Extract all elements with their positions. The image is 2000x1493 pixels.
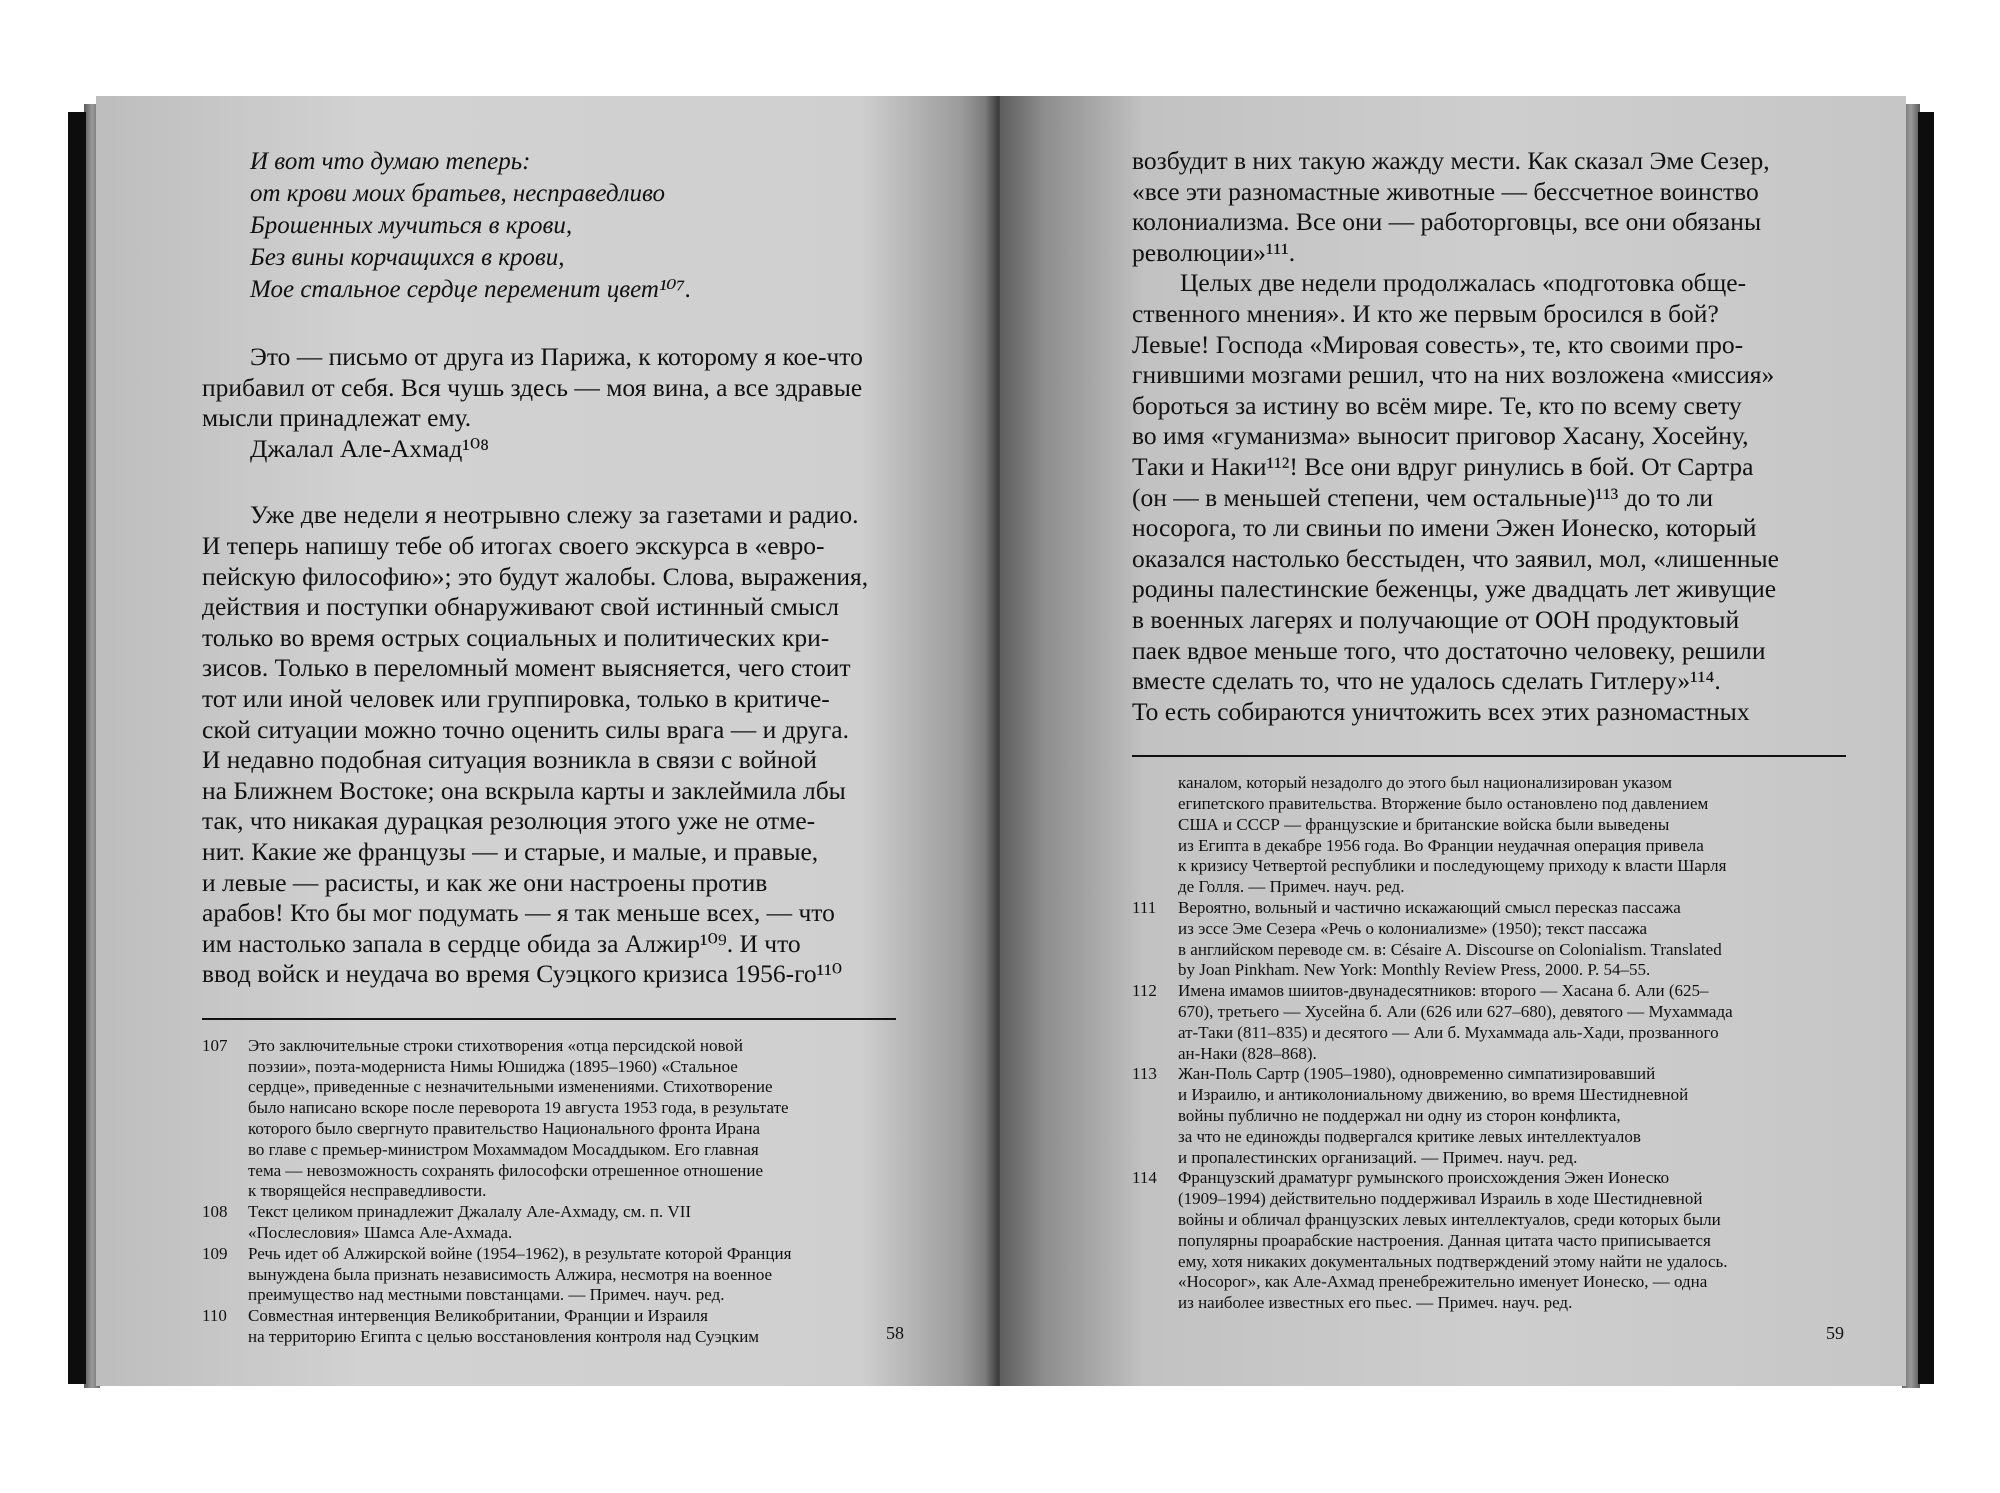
author-signature: Джалал Але-Ахмад¹⁰⁸ xyxy=(250,433,490,463)
footnote-line: Вероятно, вольный и частично искажающий смысл пересказ пассажа xyxy=(1178,898,1681,918)
footnote-line: сердце», приведенные с незначительными изменениями. Стихотворение xyxy=(248,1077,773,1097)
footnote-number: 111 xyxy=(1132,898,1157,918)
footnote-number: 110 xyxy=(202,1306,227,1326)
footnote xyxy=(1132,981,1846,1064)
page-number: 58 xyxy=(886,1323,904,1343)
poem-line: Без вины корчащихся в крови, xyxy=(250,244,565,271)
spacer xyxy=(202,464,896,500)
footnote-number: 113 xyxy=(1132,1064,1157,1084)
footnote-line: Совместная интервенция Великобритании, Франции и Израиля xyxy=(248,1306,708,1326)
footnote-line: Имена имамов шиитов-двунадесятников: второго — Хасана б. Али (625– xyxy=(1178,981,1709,1001)
footnote xyxy=(1132,898,1846,981)
footnote xyxy=(202,1306,896,1348)
footnote-line: ему, хотя никаких документальных подтверждений этому найти не удалось. xyxy=(1178,1251,1728,1271)
text-line: нит. Какие же французы — и старые, и малые, и правые, xyxy=(202,836,819,866)
paragraph-continued xyxy=(1132,146,1846,268)
footnote-divider xyxy=(202,1018,896,1020)
text-line: на Ближнем Востоке; она вскрыла карты и заклеймила лбы xyxy=(202,775,846,805)
intro-paragraph xyxy=(202,342,896,464)
footnote-line: Это заключительные строки стихотворения «отца персидской новой xyxy=(248,1035,743,1055)
footnote-line: которого было свергнуто правительство Национального фронта Ирана xyxy=(248,1119,761,1139)
poem-line: И вот что думаю теперь: xyxy=(250,148,531,175)
text-line: возбудит в них такую жажду мести. Как сказал Эме Сезер, xyxy=(1132,146,1770,175)
text-line: тот или иной человек или группировка, только в критиче- xyxy=(202,683,830,713)
footnote-line: и пропалестинских организаций. — Примеч. науч. ред. xyxy=(1178,1147,1578,1167)
text-line: И теперь напишу тебе об итогах своего экскурса в «евро- xyxy=(202,530,825,560)
spacer xyxy=(202,306,896,342)
footnote xyxy=(202,1202,896,1244)
text-line: мысли принадлежат ему. xyxy=(202,403,472,433)
main-paragraph xyxy=(202,500,896,990)
text-line: Уже две недели я неотрывно слежу за газетами и радио. xyxy=(250,500,859,530)
footnote-number: 107 xyxy=(202,1035,228,1055)
footnote-line: каналом, который незадолго до этого был национализирован указом xyxy=(1178,773,1673,793)
footnote-line: вынуждена была признать независимость Алжира, несмотря на военное xyxy=(248,1264,773,1284)
text-line: ввод войск и неудача во время Суэцкого кризиса 1956-го¹¹⁰ xyxy=(202,959,843,989)
text-line: арабов! Кто бы мог подумать — я так меньше всех, — что xyxy=(202,898,835,928)
footnote-line: поэзии», поэта-модерниста Нимы Юшиджа (1895–1960) «Стальное xyxy=(248,1056,738,1076)
footnote-line: из эссе Эме Сезера «Речь о колониализме» (1950); текст пассажа xyxy=(1178,918,1648,938)
footnote-line: во главе с премьер-министром Мохаммадом Мосаддыком. Его главная xyxy=(248,1139,759,1159)
page-number: 59 xyxy=(1826,1323,1844,1343)
footnote-text xyxy=(248,1202,896,1244)
footnote-line: преимущество над местными повстанцами. — Примеч. науч. ред. xyxy=(248,1285,725,1305)
text-line: вместе сделать то, что не удалось сделать Гитлеру»¹¹⁴. xyxy=(1132,666,1721,696)
poem-stanza xyxy=(202,146,896,306)
text-line: Таки и Наки¹¹²! Все они вдруг ринулись в бой. От Сартра xyxy=(1132,451,1754,481)
text-line: зисов. Только в переломный момент выясняется, чего стоит xyxy=(202,653,851,683)
text-line: колониализма. Все они — работорговцы, все они обязаны xyxy=(1132,207,1762,237)
left-page xyxy=(96,96,996,1386)
footnote-line: ан-Наки (828–868). xyxy=(1178,1043,1317,1063)
poem-line: Брошенных мучиться в крови, xyxy=(250,212,573,239)
footnote-text xyxy=(248,1306,896,1348)
poem-line: Мое стальное сердце переменит цвет¹⁰⁷. xyxy=(250,276,692,303)
poem-line: от крови моих братьев, несправедливо xyxy=(250,180,666,207)
footnotes-right xyxy=(1132,773,1846,1314)
footnote-line: к творящейся несправедливости. xyxy=(248,1181,487,1201)
text-line: им настолько запала в сердце обида за Алжир¹⁰⁹. И что xyxy=(202,928,801,958)
book-cover-right-edge xyxy=(1918,112,1934,1384)
footnote-text xyxy=(248,1244,896,1306)
footnote-line: де Голля. — Примеч. науч. ред. xyxy=(1178,877,1405,897)
footnote-line: за что не единожды подвергался критике левых интеллектуалов xyxy=(1178,1126,1641,1146)
footnote-line: Жан-Поль Сартр (1905–1980), одновременно симпатизировавший xyxy=(1178,1064,1656,1084)
footnote-line: (1909–1994) действительно поддерживал Израиль в ходе Шестидневной xyxy=(1178,1189,1703,1209)
footnote-line: войны публично не поддержал ни одну из сторон конфликта, xyxy=(1178,1106,1621,1126)
footnotes-left xyxy=(202,1036,896,1348)
book-cover-left-edge xyxy=(68,112,86,1384)
footnote-line: и Израилю, и антиколониальному движению, во время Шестидневной xyxy=(1178,1085,1689,1105)
footnote-text xyxy=(1178,981,1846,1064)
footnote-number: 114 xyxy=(1132,1168,1157,1188)
text-line: родины палестинские беженцы, уже двадцать лет живущие xyxy=(1132,574,1777,604)
text-line: оказался настолько бесстыден, что заявил, мол, «лишенные xyxy=(1132,543,1779,573)
footnote-line: войны и обличал французских левых интеллектуалов, среди которых были xyxy=(1178,1210,1721,1230)
text-line: «все эти разномастные животные — бессчетное воинство xyxy=(1132,176,1759,206)
text-line: носорога, то ли свиньи по имени Эжен Ионеско, который xyxy=(1132,513,1757,543)
text-line: паек вдвое меньше того, что достаточно человеку, решили xyxy=(1132,635,1766,665)
text-line: прибавил от себя. Вся чушь здесь — моя вина, а все здравые xyxy=(202,372,863,402)
footnote-line: Речь идет об Алжирской войне (1954–1962), в результате которой Франция xyxy=(248,1243,792,1263)
footnote-line: by Joan Pinkham. New York: Monthly Review Press, 2000. P. 54–55. xyxy=(1178,960,1651,980)
footnote xyxy=(1132,1168,1846,1314)
footnote xyxy=(1132,1064,1846,1168)
text-line: (он — в меньшей степени, чем остальные)¹¹³ до то ли xyxy=(1132,482,1714,512)
footnote-line: из наиболее известных его пьес. — Примеч. науч. ред. xyxy=(1178,1293,1573,1313)
footnote-line: ат-Таки (811–835) и десятого — Али б. Мухаммада аль-Хади, прозванного xyxy=(1178,1022,1719,1042)
footnote-continued xyxy=(1132,773,1846,898)
footnote-number: 109 xyxy=(202,1243,228,1263)
footnote-line: Текст целиком принадлежит Джалалу Але-Ахмаду, см. п. VII xyxy=(248,1202,692,1222)
text-line: и левые — расисты, и как же они настроены против xyxy=(202,867,768,897)
footnote-divider xyxy=(1132,755,1846,757)
text-line: То есть собираются уничтожить всех этих разномастных xyxy=(1132,696,1750,726)
footnote-line: было написано вскоре после переворота 19 августа 1953 года, в результате xyxy=(248,1098,789,1118)
text-line: И недавно подобная ситуация возникла в связи с войной xyxy=(202,745,817,775)
text-line: во имя «гуманизма» выносит приговор Хасану, Хосейну, xyxy=(1132,421,1749,451)
footnote-line: из Египта в декабре 1956 года. Во Франции неудачная операция привела xyxy=(1178,835,1704,855)
text-line: пейскую философию»; это будут жалобы. Слова, выражения, xyxy=(202,561,869,591)
paragraph xyxy=(1132,268,1846,727)
text-line: действия и поступки обнаруживают свой истинный смысл xyxy=(202,592,840,622)
right-page xyxy=(1000,96,1906,1386)
footnote-line: Французский драматург румынского происхождения Эжен Ионеско xyxy=(1178,1168,1670,1188)
footnote-text xyxy=(1178,1064,1846,1168)
footnote-number: 112 xyxy=(1132,981,1157,1001)
footnote-line: тема — невозможность сохранять философски отрешенное отношение xyxy=(248,1160,763,1180)
text-line: Целых две недели продолжалась «подготовка обще- xyxy=(1180,268,1747,298)
text-line: бороться за истину во всём мире. Те, кто по всему свету xyxy=(1132,390,1742,420)
footnote-line: «Носорог», как Але-Ахмад пренебрежительно именует Ионеско, — одна xyxy=(1178,1272,1708,1292)
text-line: только во время острых социальных и политических кри- xyxy=(202,622,830,652)
footnote-line: 670), третьего — Хусейна б. Али (626 или 627–680), девятого — Мухаммада xyxy=(1178,1002,1733,1022)
text-line: революции»¹¹¹. xyxy=(1132,237,1296,267)
footnote xyxy=(202,1036,896,1202)
footnote-line: в английском переводе см. в: Césaire A. Discourse on Colonialism. Translated xyxy=(1178,939,1722,959)
footnote xyxy=(202,1244,896,1306)
footnote-text xyxy=(1178,1168,1846,1314)
text-line: Это — письмо от друга из Парижа, к которому я кое-что xyxy=(250,342,863,371)
text-line: ственного мнения». И кто же первым бросился в бой? xyxy=(1132,298,1719,328)
text-line: так, что никакая дурацкая резолюция этого уже не отме- xyxy=(202,806,816,836)
footnote-text xyxy=(248,1036,896,1202)
footnote-line: «Послесловия» Шамса Але-Ахмада. xyxy=(248,1223,513,1243)
footnote-line: к кризису Четвертой республики и последующему приходу к власти Шарля xyxy=(1178,856,1727,876)
footnote-number: 108 xyxy=(202,1202,228,1222)
footnote-line: на территорию Египта с целью восстановления контроля над Суэцким xyxy=(248,1327,760,1347)
footnote-text xyxy=(1178,898,1846,981)
footnote-line: египетского правительства. Вторжение было остановлено под давлением xyxy=(1178,794,1709,814)
text-line: в военных лагерях и получающие от ООН продуктовый xyxy=(1132,604,1740,634)
text-line: гнившими мозгами решил, что на них возложена «миссия» xyxy=(1132,360,1775,390)
text-line: ской ситуации можно точно оценить силы врага — и друга. xyxy=(202,714,849,744)
text-line: Левые! Господа «Мировая совесть», те, кто своими про- xyxy=(1132,329,1744,359)
footnote-line: США и СССР — французские и британские войска были выведены xyxy=(1178,814,1670,834)
footnote-line: популярны проарабские настроения. Данная цитата часто приписывается xyxy=(1178,1230,1711,1250)
